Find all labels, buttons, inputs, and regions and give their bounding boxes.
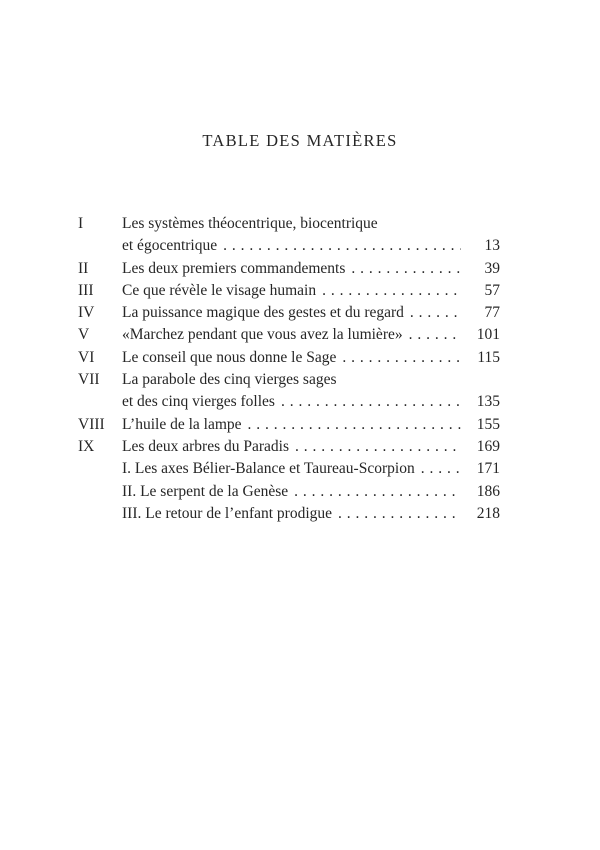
entry-title: La puissance magique des gestes et du regard bbox=[122, 304, 404, 322]
toc-line bbox=[78, 503, 500, 525]
entry-title: Les deux arbres du Paradis bbox=[122, 437, 290, 455]
entry-title: Le conseil que nous donne le Sage bbox=[122, 348, 337, 366]
toc-line bbox=[78, 235, 500, 257]
entry-title: La parabole des cinq vierges sages bbox=[122, 371, 337, 389]
page-number: 57 bbox=[484, 281, 500, 299]
dot-leader bbox=[288, 481, 461, 503]
dot-leader bbox=[275, 391, 461, 413]
page-number: 39 bbox=[484, 259, 500, 277]
dot-leader bbox=[242, 414, 461, 436]
dot-leader bbox=[336, 347, 461, 369]
entry-title: II. Le serpent de la Genèse bbox=[122, 482, 289, 500]
page-number: 155 bbox=[476, 415, 500, 433]
toc-line bbox=[78, 369, 500, 391]
table-of-contents bbox=[78, 213, 500, 525]
dot-leader bbox=[345, 258, 461, 280]
toc-line bbox=[78, 302, 500, 324]
dot-leader bbox=[404, 302, 461, 324]
dot-leader bbox=[316, 280, 461, 302]
toc-line bbox=[78, 414, 500, 436]
dot-leader bbox=[415, 458, 461, 480]
chapter-numeral: VI bbox=[78, 348, 95, 366]
entry-title: «Marchez pendant que vous avez la lumière» bbox=[122, 326, 403, 344]
chapter-numeral: I bbox=[78, 215, 84, 232]
entry-title: Les systèmes théocentrique, biocentrique bbox=[122, 215, 378, 232]
chapter-numeral: II bbox=[78, 259, 89, 277]
entry-title: et égocentrique bbox=[122, 237, 218, 255]
entry-title: I. Les axes Bélier-Balance et Taureau-Scorpion bbox=[122, 460, 415, 478]
page-number: 77 bbox=[484, 304, 500, 322]
chapter-numeral: VIII bbox=[78, 415, 105, 433]
page-number: 101 bbox=[476, 326, 500, 344]
page-number: 115 bbox=[477, 348, 500, 366]
dot-leader bbox=[289, 436, 461, 458]
toc-line bbox=[78, 391, 500, 413]
page-number: 13 bbox=[484, 237, 500, 255]
dot-leader bbox=[403, 324, 461, 346]
dot-leader bbox=[217, 235, 461, 257]
entry-title: Les deux premiers commandements bbox=[122, 259, 346, 277]
chapter-numeral: V bbox=[78, 326, 90, 344]
toc-line bbox=[78, 458, 500, 480]
toc-line bbox=[78, 481, 500, 503]
entry-title: et des cinq vierges folles bbox=[122, 393, 275, 411]
toc-line bbox=[78, 324, 500, 346]
toc-line bbox=[78, 258, 500, 280]
page-number: 169 bbox=[476, 437, 500, 455]
chapter-numeral: VII bbox=[78, 371, 100, 389]
entry-title: Ce que révèle le visage humain bbox=[122, 281, 317, 299]
page-number: 171 bbox=[476, 460, 500, 478]
toc-line bbox=[78, 280, 500, 302]
chapter-numeral: IV bbox=[78, 304, 95, 322]
dot-leader bbox=[332, 503, 461, 525]
page-title: TABLE DES MATIÈRES bbox=[202, 131, 398, 150]
page-number: 135 bbox=[476, 393, 500, 411]
page-number: 186 bbox=[476, 482, 500, 500]
page-number: 218 bbox=[476, 504, 500, 522]
toc-line bbox=[78, 347, 500, 369]
toc-line bbox=[78, 436, 500, 458]
toc-line bbox=[78, 213, 500, 235]
chapter-numeral: III bbox=[78, 281, 94, 299]
entry-title: L’huile de la lampe bbox=[122, 415, 242, 433]
entry-title: III. Le retour de l’enfant prodigue bbox=[122, 504, 333, 522]
chapter-numeral: IX bbox=[78, 437, 95, 455]
